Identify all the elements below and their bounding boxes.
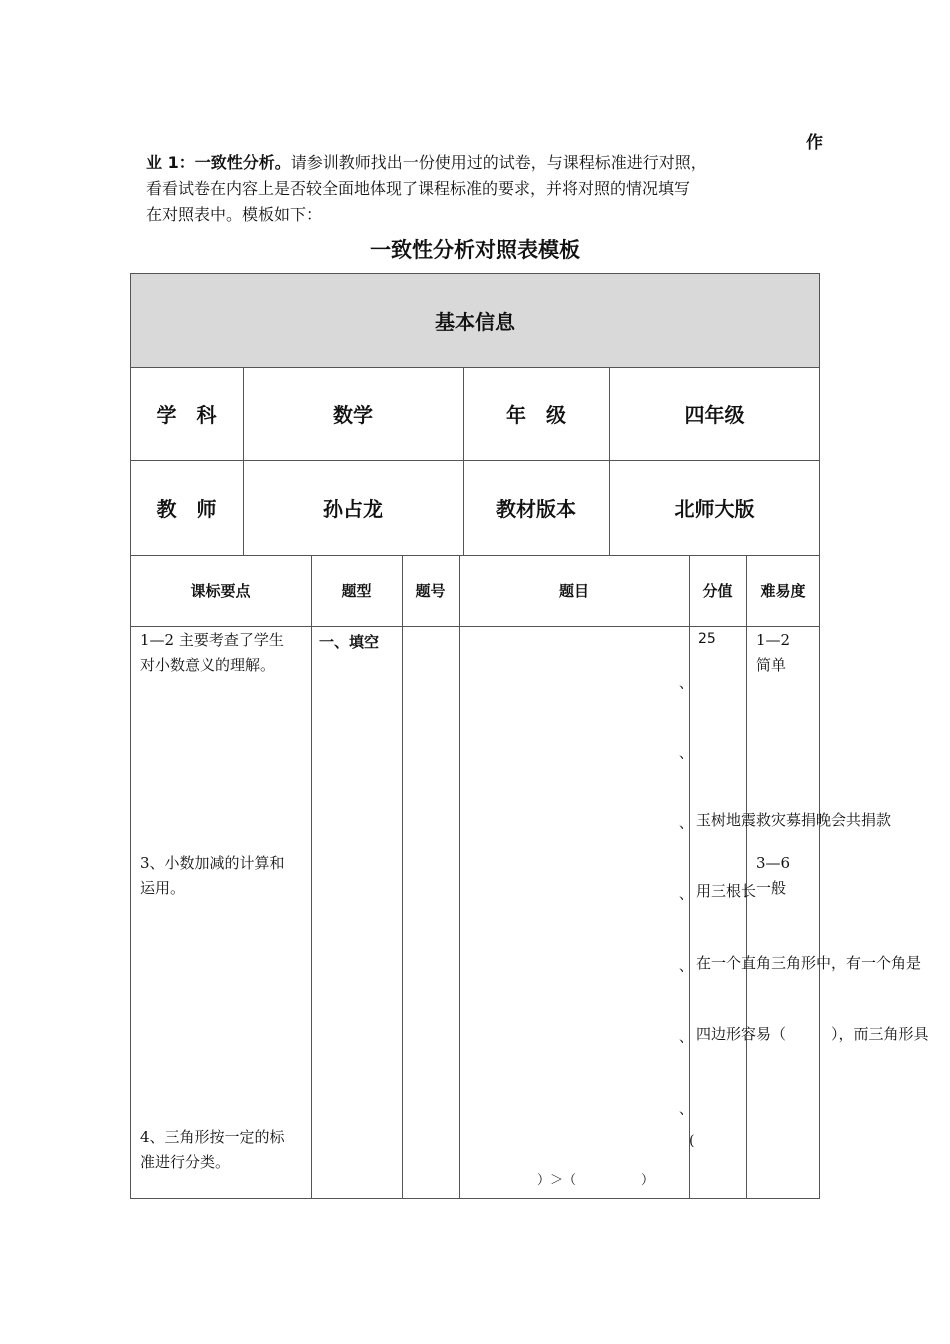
- intro-line-3: 在对照表中。模板如下：: [146, 205, 323, 224]
- detail-col-divider-3: [459, 555, 460, 1198]
- question-6-text: 四边形容易（ ），而三角形具: [696, 1025, 929, 1043]
- detail-col-divider-5: [746, 555, 747, 1198]
- standard-point-2: [140, 851, 285, 901]
- col-header-difficulty: 难易度: [760, 582, 806, 600]
- col-header-score: 分值: [702, 582, 733, 600]
- score-value: 25: [698, 631, 716, 647]
- question-mark-7: 、: [679, 1102, 693, 1118]
- standard-point-3-line-2: 准进行分类。: [140, 1153, 231, 1171]
- page-title: 一致性分析对照表模板: [370, 238, 580, 262]
- intro-line-1: [146, 150, 707, 176]
- question-4-text: 用三根长: [696, 882, 757, 900]
- standard-point-3-line-1: 4、三角形按一定的标: [140, 1128, 285, 1146]
- question-mark-4: 、: [679, 887, 693, 903]
- standard-point-2-line-1: 3、小数加减的计算和: [140, 854, 285, 872]
- teacher-value: 孙占龙: [323, 497, 383, 521]
- question-3-text: 玉树地震救灾募捐晚会共捐款: [696, 811, 892, 829]
- question-mark-3: 、: [679, 816, 693, 832]
- difficulty-1: [756, 628, 790, 678]
- intro-trailing-word: 作: [806, 133, 823, 153]
- intro-bold-heading: 业 1：一致性分析。: [146, 153, 291, 172]
- col-header-question-type: 题型: [341, 582, 372, 600]
- question-paren: (: [689, 1133, 695, 1149]
- edition-label: 教材版本: [496, 497, 576, 521]
- standard-point-1-line-2: 对小数意义的理解。: [140, 656, 276, 674]
- question-compare-text: ）＞（ ）: [537, 1173, 655, 1188]
- basic-info-header-label: 基本信息: [435, 310, 515, 334]
- detail-col-divider-1: [311, 555, 312, 1198]
- standard-point-1-line-1: 1—2 主要考查了学生: [140, 631, 284, 649]
- edition-value: 北师大版: [674, 497, 755, 521]
- col-header-question: 题目: [558, 582, 589, 600]
- grade-value: 四年级: [684, 403, 745, 427]
- grade-label: 年 级: [506, 403, 566, 427]
- col-header-standard-points: 课标要点: [190, 582, 251, 600]
- standard-point-1: [140, 628, 284, 678]
- difficulty-2-line-1: 3—6: [756, 854, 791, 872]
- difficulty-2-line-2: 一般: [756, 879, 787, 897]
- difficulty-1-line-1: 1—2: [756, 631, 791, 649]
- subject-label: 学 科: [156, 403, 217, 427]
- standard-point-3: [140, 1125, 285, 1175]
- question-mark-5: 、: [679, 959, 693, 975]
- standard-point-2-line-2: 运用。: [140, 879, 186, 897]
- detail-col-divider-2: [402, 555, 403, 1198]
- intro-line-2: 看看试卷在内容上是否较全面地体现了课程标准的要求，并将对照的情况填写: [146, 179, 691, 198]
- teacher-label: 教 师: [156, 497, 217, 521]
- detail-header-divider: [130, 626, 820, 627]
- question-type-value: 一、填空: [319, 633, 380, 651]
- difficulty-1-line-2: 简单: [756, 656, 787, 674]
- difficulty-2: [756, 851, 790, 901]
- subject-value: 数学: [333, 403, 373, 427]
- question-mark-1: 、: [679, 676, 693, 692]
- question-mark-2: 、: [679, 746, 693, 762]
- col-header-question-number: 题号: [415, 582, 446, 600]
- intro-line-1-text: 请参训教师找出一份使用过的试卷，与课程标准进行对照，: [290, 153, 707, 172]
- question-5-text: 在一个直角三角形中，有一个角是: [696, 954, 922, 972]
- question-mark-6: 、: [679, 1030, 693, 1046]
